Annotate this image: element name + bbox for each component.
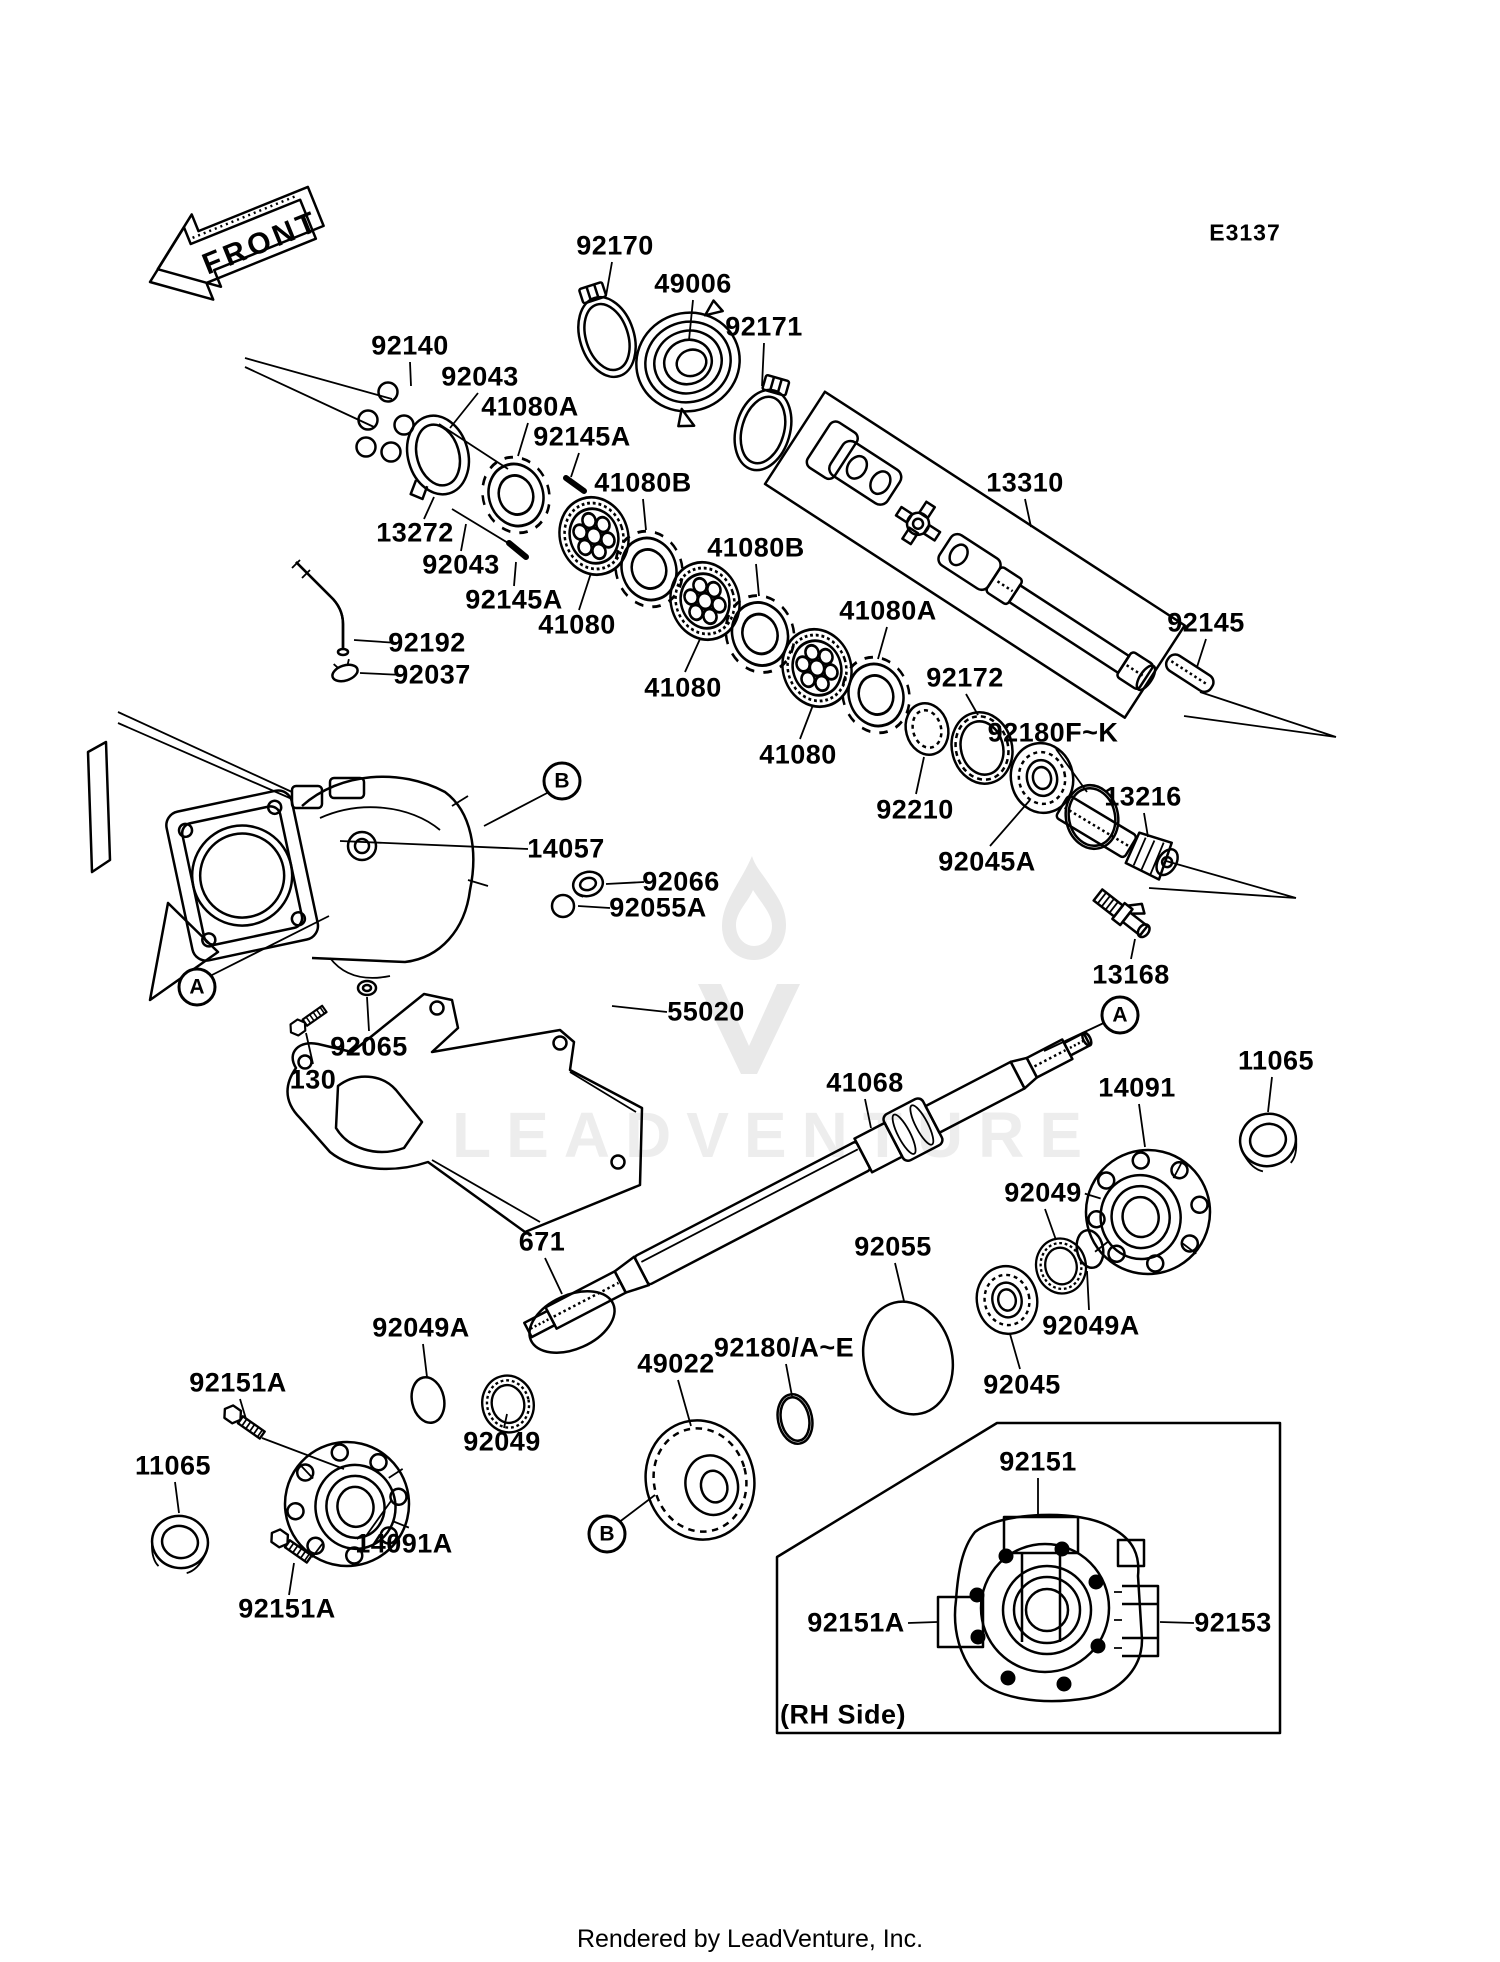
part-label: 11065 [134, 1450, 212, 1481]
part-label: 92045 [983, 1369, 1061, 1400]
part-label: 671 [518, 1226, 566, 1257]
part-label: 92140 [371, 330, 449, 361]
part-label: 92055A [609, 892, 707, 923]
cap-11065-right [1234, 1108, 1302, 1176]
washer-92065 [358, 981, 376, 995]
disc-41080 [773, 620, 862, 715]
part-label: 41080 [538, 609, 616, 640]
cap-11065-left [147, 1511, 213, 1576]
part-label: 92180/A~E [713, 1332, 855, 1363]
springpin-92145 [1163, 651, 1216, 694]
part-label: (RH Side) [780, 1699, 906, 1730]
part-label: 92151A [807, 1607, 905, 1638]
seal-92049 [1031, 1234, 1091, 1298]
clamp-92171 [726, 371, 804, 477]
callout-badge: A [178, 968, 217, 1007]
part-label: 41068 [826, 1067, 904, 1098]
oring-92055 [852, 1292, 965, 1424]
part-label: 13216 [1104, 781, 1182, 812]
callout-badge: B [588, 1515, 627, 1554]
part-label: 92049A [372, 1312, 470, 1343]
part-label: 14091A [355, 1528, 453, 1559]
part-label: 92210 [876, 794, 954, 825]
part-label: 41080B [594, 467, 692, 498]
part-label: 92180F~K [987, 717, 1119, 748]
part-label: 92145A [533, 421, 631, 452]
part-label: 92171 [725, 311, 803, 342]
part-label: 55020 [667, 996, 745, 1027]
oring-92049A-left [408, 1374, 449, 1426]
part-label: 92045A [938, 846, 1036, 877]
part-label: 130 [289, 1064, 337, 1095]
part-label: 41080A [481, 391, 579, 422]
bolt-130 [287, 1003, 328, 1038]
callout-badge: B [543, 762, 582, 801]
housing-14057 [88, 742, 488, 1000]
ring-13272 [391, 408, 477, 503]
disc-41080 [550, 488, 639, 583]
part-label: 13168 [1092, 959, 1170, 990]
part-label: 14091 [1098, 1072, 1176, 1103]
part-label: 49022 [637, 1348, 715, 1379]
part-label: 92145 [1167, 607, 1245, 638]
plug-92066 [570, 869, 605, 900]
part-label: 92055 [854, 1231, 932, 1262]
footer-credit: Rendered by LeadVenture, Inc. [576, 1925, 924, 1953]
front-arrow-icon [132, 170, 333, 319]
bevel-gear-49022 [632, 1408, 767, 1552]
part-label: 11065 [1237, 1045, 1315, 1076]
callout-badge: A [1101, 996, 1140, 1035]
part-label: 92043 [441, 361, 519, 392]
part-label: 92049 [1004, 1177, 1082, 1208]
part-label: 41080A [839, 595, 937, 626]
part-label: 49006 [654, 268, 732, 299]
part-label: 92037 [393, 659, 471, 690]
part-label: 41080B [707, 532, 805, 563]
breather-92192 [292, 560, 348, 655]
part-label: 92066 [642, 866, 720, 897]
part-label: 41080 [759, 739, 837, 770]
hub-14091 [1078, 1142, 1218, 1282]
part-label: 92043 [422, 549, 500, 580]
disc-41080 [661, 553, 750, 648]
part-label: 13310 [986, 467, 1064, 498]
watermark-text: LEADVENTURE [452, 1099, 1098, 1171]
part-label: 92145A [465, 584, 563, 615]
washer-41080A [473, 448, 559, 541]
part-label: 13272 [376, 517, 454, 548]
bearing-92045 [971, 1261, 1044, 1340]
part-label: 92049 [463, 1426, 541, 1457]
page-code: E3137 [1209, 219, 1281, 246]
bracket-55020 [288, 994, 643, 1232]
part-label: 92151A [189, 1367, 287, 1398]
oring-92055A [552, 895, 574, 917]
part-label: 14057 [527, 833, 605, 864]
part-label: 92151A [238, 1593, 336, 1624]
part-label: 92192 [388, 627, 466, 658]
part-label: 92065 [330, 1031, 408, 1062]
part-label: 92170 [576, 230, 654, 261]
front-arrow-label: FRONT [197, 204, 325, 282]
part-label: 92153 [1194, 1607, 1272, 1638]
part-label: 92049A [1042, 1310, 1140, 1341]
clamp-92037 [329, 658, 360, 685]
oring-92180AE [773, 1391, 817, 1447]
clamp-92170 [565, 277, 646, 384]
part-label: 92172 [926, 662, 1004, 693]
part-label: 41080 [644, 672, 722, 703]
part-label: 92151 [999, 1446, 1077, 1477]
